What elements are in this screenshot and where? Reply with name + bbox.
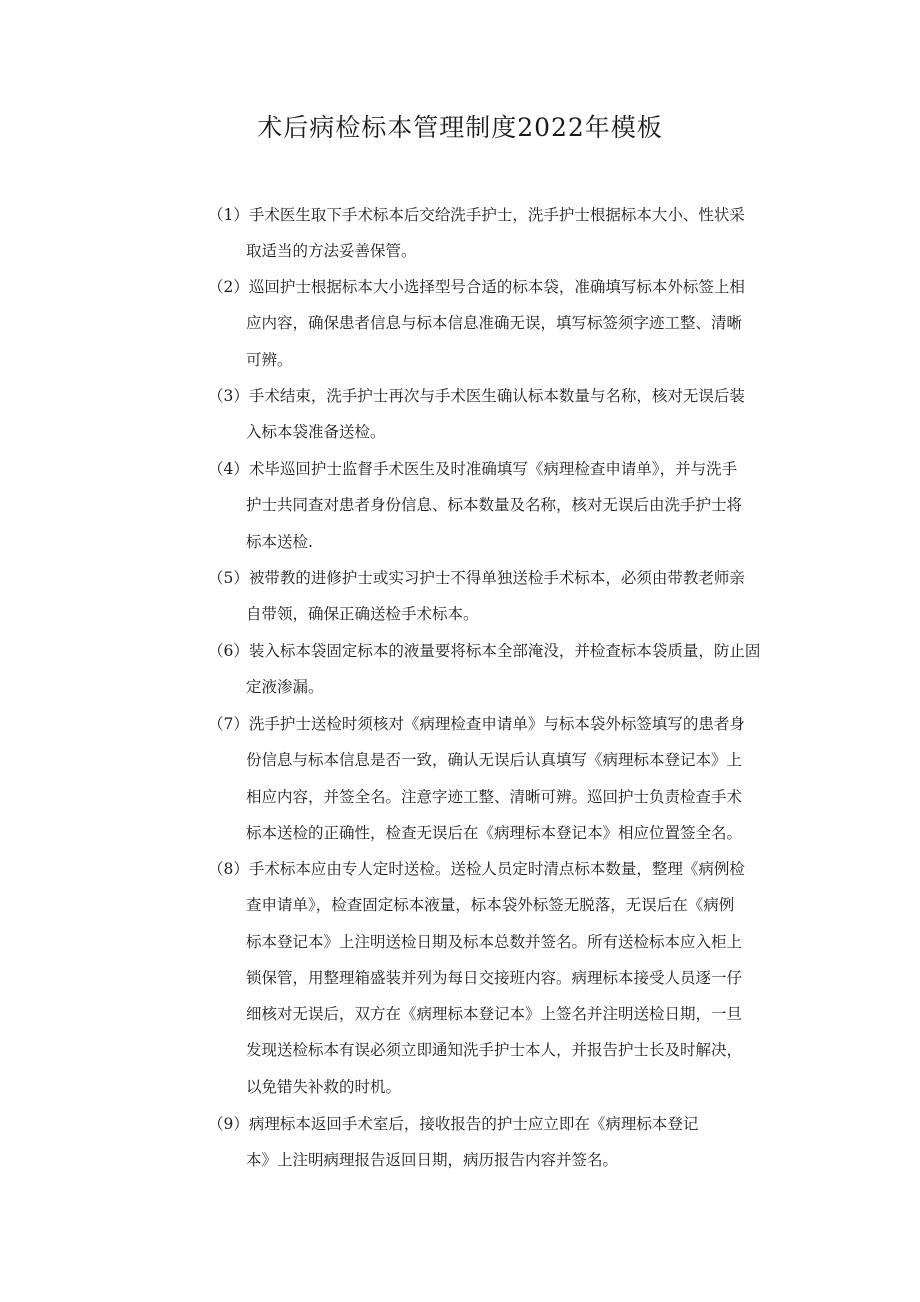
document-title: 术后病检标本管理制度2022年模板: [257, 113, 663, 142]
rule-item-6: [208, 633, 798, 706]
rule-line: 护士共同查对患者身份信息、标本数量及名称，核对无误后由洗手护士将: [246, 496, 743, 515]
rule-line: 查申请单》，检查固定标本液量，标本袋外标签无脱落，无误后在《病例: [246, 896, 735, 915]
rule-line: 份信息与标本信息是否一致，确认无误后认真填写《病理标本登记本》上: [246, 751, 743, 770]
rule-line: （8）手术标本应由专人定时送检。送检人员定时清点标本数量，整理《病例检: [208, 860, 745, 878]
rule-line: 以免错失补救的时机。: [246, 1077, 402, 1096]
rule-item-2: [208, 269, 798, 378]
rule-line: （5）被带教的进修护士或实习护士不得单独送检手术标本，必须由带教老师亲: [208, 569, 745, 587]
rule-line: 相应内容，并签全名。注意字迹工整、清晰可辨。巡回护士负责检查手术: [246, 787, 743, 806]
rule-line: （1）手术医生取下手术标本后交给洗手护士，洗手护士根据标本大小、性状采: [208, 206, 745, 224]
rule-line: （4）术毕巡回护士监督手术医生及时准确填写《病理检查申请单》，并与洗手: [208, 460, 738, 478]
rule-item-7: [208, 706, 798, 851]
rule-line: （9）病理标本返回手术室后，接收报告的护士应立即在《病理标本登记: [208, 1115, 699, 1133]
rule-line: 标本送检的正确性，检查无误后在《病理标本登记本》相应位置签全名。: [246, 823, 743, 842]
rule-line: （6）装入标本袋固定标本的液量要将标本全部淹没，并检查标本袋质量，防止固: [208, 642, 761, 660]
rule-item-5: [208, 560, 798, 633]
rule-item-8: [208, 851, 798, 1105]
rule-line: 本》上注明病理报告返回日期，病历报告内容并签名。: [246, 1151, 619, 1170]
rule-line: （3）手术结束，洗手护士再次与手术医生确认标本数量与名称，核对无误后装: [208, 387, 745, 405]
rule-line: 标本送检.: [246, 532, 313, 551]
rule-line: 可辨。: [246, 350, 293, 369]
rule-item-4: [208, 451, 798, 560]
rule-line: （2）巡回护士根据标本大小选择型号合适的标本袋，准确填写标本外标签上相: [208, 278, 745, 296]
rule-line: 应内容，确保患者信息与标本信息准确无误，填写标签须字迹工整、清晰: [246, 314, 743, 333]
rule-line: 标本登记本》上注明送检日期及标本总数并签名。所有送检标本应入柜上: [246, 932, 743, 951]
rule-line: 锁保管，用整理箱盛装并列为每日交接班内容。病理标本接受人员逐一仔: [246, 968, 743, 987]
rule-item-9: [208, 1106, 798, 1179]
rule-line: 定液渗漏。: [246, 678, 324, 697]
rule-line: 自带领，确保正确送检手术标本。: [246, 605, 479, 624]
rule-item-3: [208, 378, 798, 451]
rule-item-1: [208, 197, 798, 270]
rule-line: 发现送检标本有误必须立即通知洗手护士本人，并报告护士长及时解决，: [246, 1041, 743, 1060]
rule-line: 取适当的方法妥善保管。: [246, 242, 417, 261]
rule-line: 细核对无误后，双方在《病理标本登记本》上签名并注明送检日期，一旦: [246, 1005, 743, 1024]
rule-line: 入标本袋准备送检。: [246, 423, 386, 442]
rule-line: （7）洗手护士送检时须核对《病理检查申请单》与标本袋外标签填写的患者身: [208, 715, 745, 733]
